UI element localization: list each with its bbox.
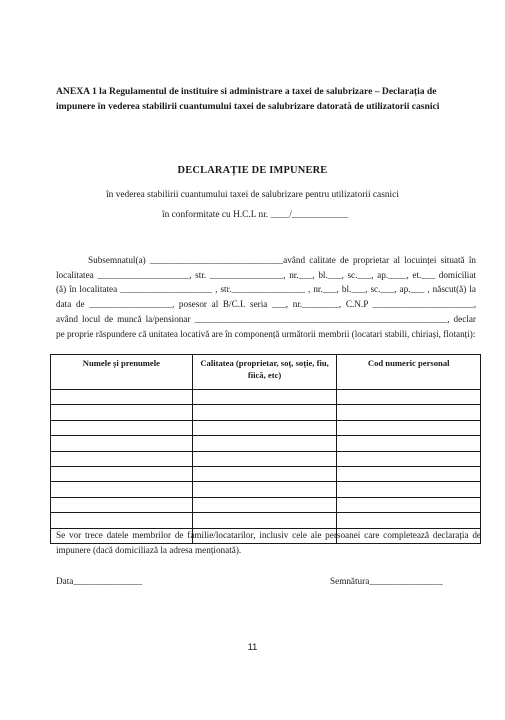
document-title: DECLARAȚIE DE IMPUNERE: [177, 165, 328, 176]
table-cell[interactable]: [51, 513, 193, 528]
page-number: 11: [247, 641, 258, 652]
table-cell[interactable]: [192, 466, 337, 481]
table-cell[interactable]: [192, 390, 337, 405]
table-cell[interactable]: [192, 513, 337, 528]
signature-field: Semnătura________________: [330, 576, 443, 586]
table-cell[interactable]: [337, 513, 481, 528]
declaration-paragraph: Subsemnatul(a) _____________________________având calitate de proprietar al locuinței situată în localitatea ____________________, str. ________________, nr.___, bl.___, sc.___, ap.____, et.___ domiciliat (ă) în localitatea ____________________ , str.________________ , nr.___, bl.___, sc.___, ap.___ , născut(ă) la data de __________________, posesor al B/C.I. seria ___, nr.________, C.N.P ______________________, având locul de muncă la/pensionar _______________________________________________________, declar pe proprie răspundere că unitatea locativă are în componență următorii membrii (locatari stabili, chiriași, flotanți):: [56, 255, 476, 339]
table-cell[interactable]: [51, 497, 193, 512]
table-cell[interactable]: [51, 420, 193, 435]
table-cell[interactable]: [337, 405, 481, 420]
table-row: [51, 513, 481, 528]
table-row: [51, 405, 481, 420]
table-note: Se vor trece datele membrilor de familie/locatarilor, inclusiv cele ale persoanei care completează declarația de impunere (dacă domiciliază la adresa menționată).: [56, 530, 481, 555]
hcl-reference: în conformitate cu H.C.L nr. ____/____________: [162, 210, 349, 220]
table-row: [51, 466, 481, 481]
table-cell[interactable]: [51, 436, 193, 451]
table-cell[interactable]: [192, 451, 337, 466]
table-cell[interactable]: [51, 466, 193, 481]
table-cell[interactable]: [192, 482, 337, 497]
table-cell[interactable]: [51, 451, 193, 466]
table-row: [51, 436, 481, 451]
table-cell[interactable]: [337, 466, 481, 481]
table-row: [51, 482, 481, 497]
table-cell[interactable]: [192, 405, 337, 420]
table-cell[interactable]: [192, 420, 337, 435]
table-cell[interactable]: [337, 436, 481, 451]
declaration-body: [56, 253, 476, 341]
table-cell[interactable]: [337, 451, 481, 466]
table-cell[interactable]: [192, 436, 337, 451]
column-header-name: Numele și prenumele: [51, 355, 193, 390]
table-cell[interactable]: [51, 405, 193, 420]
table-cell[interactable]: [51, 482, 193, 497]
column-header-cnp: Cod numeric personal: [337, 355, 481, 390]
column-header-role: Calitatea (proprietar, soț, soție, fiu, fiică, etc): [192, 355, 337, 390]
members-table: [50, 354, 481, 544]
table-cell[interactable]: [192, 497, 337, 512]
table-header-row: [51, 355, 481, 390]
table-row: [51, 497, 481, 512]
table-cell[interactable]: [337, 390, 481, 405]
date-field: Data_______________: [56, 576, 143, 586]
table-row: [51, 420, 481, 435]
annex-heading: ANEXA 1 la Regulamentul de instituire si administrare a taxei de salubrizare – Declarația de impunere în vederea stabilirii cuantumului taxei de salubrizare datorată de utilizatorii casnici: [56, 86, 440, 112]
table-cell[interactable]: [337, 482, 481, 497]
table-cell[interactable]: [51, 390, 193, 405]
table-cell[interactable]: [337, 497, 481, 512]
table-row: [51, 390, 481, 405]
table-row: [51, 451, 481, 466]
table-cell[interactable]: [337, 420, 481, 435]
document-subtitle: în vederea stabilirii cuantumului taxei de salubrizare pentru utilizatorii casnici: [106, 190, 399, 200]
